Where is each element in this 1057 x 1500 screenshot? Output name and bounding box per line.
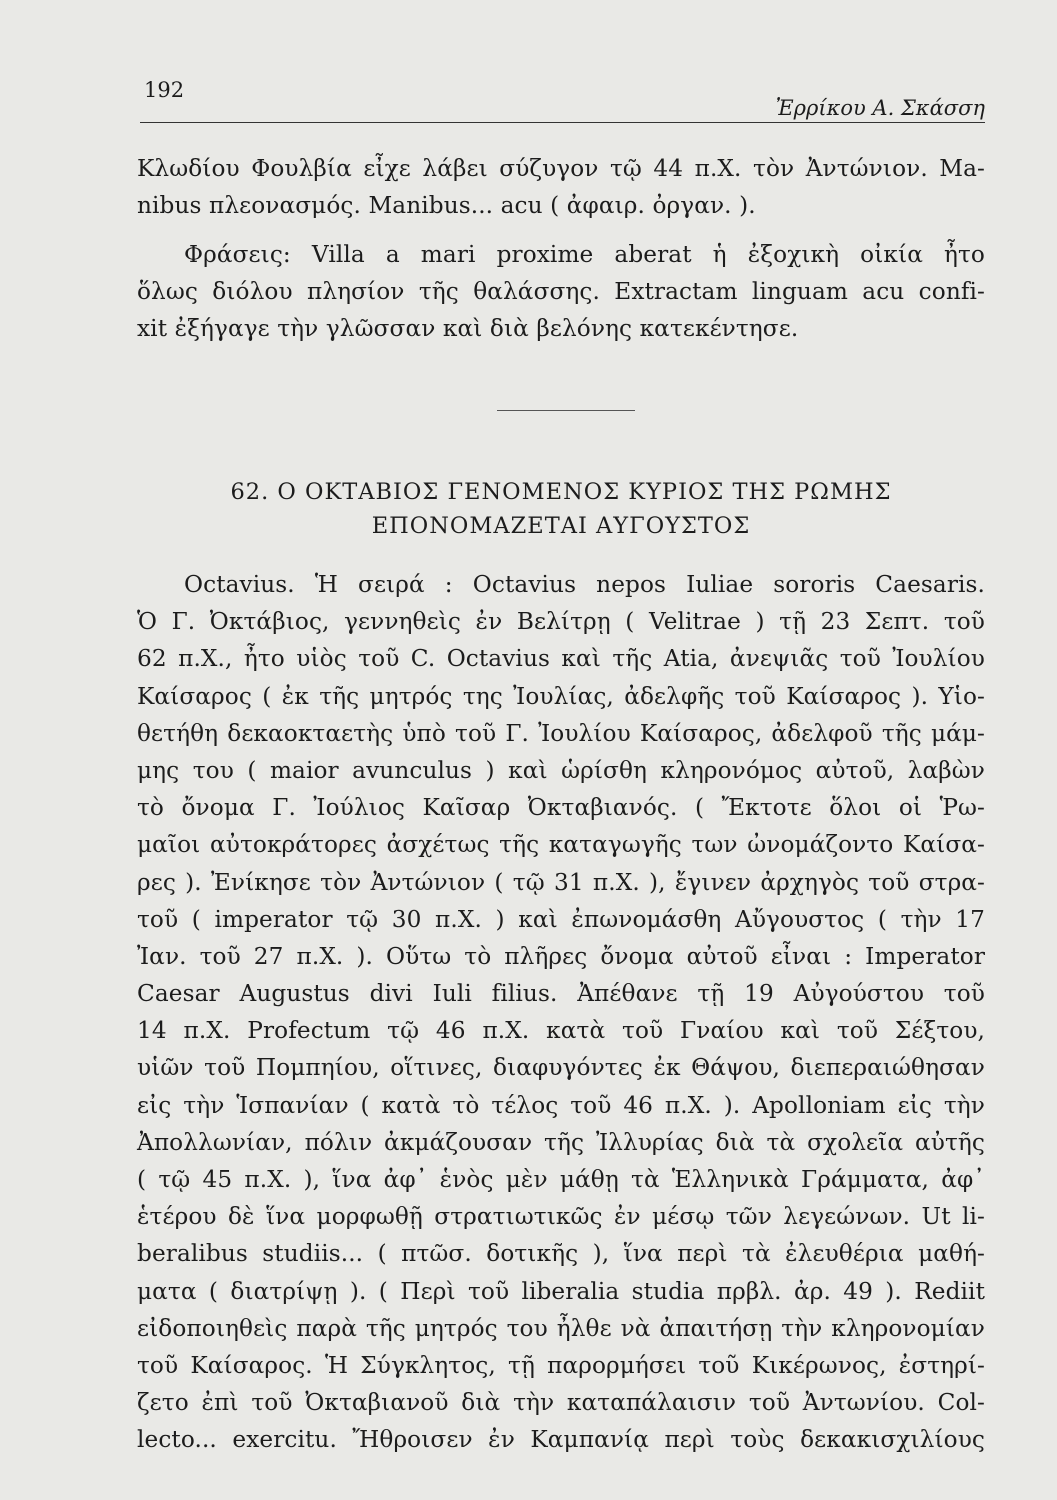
text-line: Ὁ Γ. Ὀκτάβιος, γεννηθεὶς ἐν Βελίτρῃ ( Velitrae ) τῇ 23 Σεπτ. τοῦ (137, 608, 985, 636)
text-line: τοῦ Καίσαρος. Ἡ Σύγκλητος, τῇ παρορμήσει τοῦ Κικέρωνος, ἐστηρί- (137, 1351, 985, 1379)
text-line: Octavius. Ἡ σειρά : Octavius nepos Iuliae sororis Caesaris. (184, 571, 985, 598)
text-line: Caesar Augustus divi Iuli filius. Ἀπέθανε τῇ 19 Αὐγούστου τοῦ (137, 980, 985, 1008)
text-line: ἑτέρου δὲ ἵνα μορφωθῇ στρατιωτικῶς ἐν μέσῳ τῶν λεγεώνων. Ut li- (137, 1203, 985, 1231)
text-line: εἰδοποιηθεὶς παρὰ τῆς μητρός του ἦλθε νὰ ἀπαιτήσῃ τὴν κληρονομίαν (137, 1314, 985, 1342)
text-line: Ἀπολλωνίαν, πόλιν ἀκμάζουσαν τῆς Ἰλλυρίας διὰ τὰ σχολεῖα αὐτῆς (137, 1128, 985, 1156)
text-line: μαῖοι αὐτοκράτορες ἀσχέτως τῆς καταγωγῆς των ὠνομάζοντο Καίσα- (137, 831, 985, 859)
text-line: τὸ ὄνομα Γ. Ἰούλιος Καῖσαρ Ὀκταβιανός. ( Ἔκτοτε ὅλοι οἱ Ῥω- (137, 794, 985, 822)
text-line: xit ἐξήγαγε τὴν γλῶσσαν καὶ διὰ βελόνης κατεκέντησε. (137, 315, 799, 343)
text-line: Κλωδίου Φουλβία εἶχε λάβει σύζυγον τῷ 44 π.Χ. τὸν Ἀντώνιον. Ma- (137, 155, 985, 182)
text-line: τοῦ ( imperator τῷ 30 π.Χ. ) καὶ ἐπωνομάσθη Αὔγουστος ( τὴν 17 (137, 905, 985, 933)
text-line: ( τῷ 45 π.Χ. ), ἵνα ἀφ᾽ ἑνὸς μὲν μάθῃ τὰ Ἑλληνικὰ Γράμματα, ἀφ᾽ (137, 1166, 985, 1193)
prev-section-paragraph-2 (137, 236, 985, 348)
text-line: 62 π.Χ., ἦτο υἱὸς τοῦ C. Octavius καὶ τῆς Atia, ἀνεψιᾶς τοῦ Ἰουλίου (137, 645, 985, 673)
text-line: beralibus studiis... ( πτῶσ. δοτικῆς ), ἵνα περὶ τὰ ἐλευθέρια μαθή- (137, 1240, 985, 1268)
text-line: Ἰαν. τοῦ 27 π.Χ. ). Οὕτω τὸ πλῆρες ὄνομα αὐτοῦ εἶναι : Imperator (137, 942, 985, 970)
page-header (140, 78, 985, 123)
page-number: 192 (144, 78, 185, 102)
prev-section-paragraph-1 (137, 150, 985, 224)
section-62-body (137, 566, 985, 1459)
text-line: Καίσαρος ( ἐκ τῆς μητρός της Ἰουλίας, ἀδελφῆς τοῦ Καίσαρος ). Υἱο- (137, 682, 985, 710)
text-line: θετήθη δεκαοκταετὴς ὑπὸ τοῦ Γ. Ἰουλίου Καίσαρος, ἀδελφοῦ τῆς μάμ- (137, 719, 985, 747)
text-line: 14 π.Χ. Profectum τῷ 46 π.Χ. κατὰ τοῦ Γναίου καὶ τοῦ Σέξτου, (137, 1017, 985, 1045)
running-title: Ἐρρίκου Α. Σκάσση (775, 96, 985, 120)
text-line: Φράσεις: Villa a mari proxime aberat ἡ ἐξοχικὴ οἰκία ἦτο (184, 241, 985, 268)
text-line: υἱῶν τοῦ Πομπηίου, οἵτινες, διαφυγόντες ἐκ Θάψου, διεπεραιώθησαν (137, 1054, 985, 1082)
text-line: ζετο ἐπὶ τοῦ Ὀκταβιανοῦ διὰ τὴν καταπάλαισιν τοῦ Ἀντωνίου. Col- (137, 1389, 985, 1417)
text-line: εἰς τὴν Ἱσπανίαν ( κατὰ τὸ τέλος τοῦ 46 π.Χ. ). Apolloniam εἰς τὴν (137, 1091, 985, 1119)
text-line: lecto... exercitu. Ἤθροισεν ἐν Καμπανίᾳ περὶ τοὺς δεκακισχιλίους (137, 1426, 985, 1454)
text-line: ρες ). Ἐνίκησε τὸν Ἀντώνιον ( τῷ 31 π.Χ. ), ἔγινεν ἀρχηγὸς τοῦ στρα- (137, 868, 985, 896)
text-line: ματα ( διατρίψῃ ). ( Περὶ τοῦ liberalia studia πρβλ. ἀρ. 49 ). Rediit (137, 1277, 985, 1305)
section-divider (497, 410, 635, 411)
text-line: ὅλως διόλου πλησίον τῆς θαλάσσης. Extractam linguam acu confi- (137, 278, 985, 306)
text-line: μης του ( maior avunculus ) καὶ ὡρίσθη κληρονόμος αὐτοῦ, λαβὼν (137, 756, 985, 784)
section-heading-line-1: 62. Ο ΟΚΤΑΒΙΟΣ ΓΕΝΟΜΕΝΟΣ ΚΥΡΙΟΣ ΤΗΣ ΡΩΜΗΣ (230, 479, 892, 505)
text-line: nibus πλεονασμός. Manibus... acu ( ἀφαιρ. ὀργαν. ). (137, 192, 756, 220)
section-heading-line-2: ΕΠΟΝΟΜΑΖΕΤΑΙ ΑΥΓΟΥΣΤΟΣ (371, 513, 751, 539)
